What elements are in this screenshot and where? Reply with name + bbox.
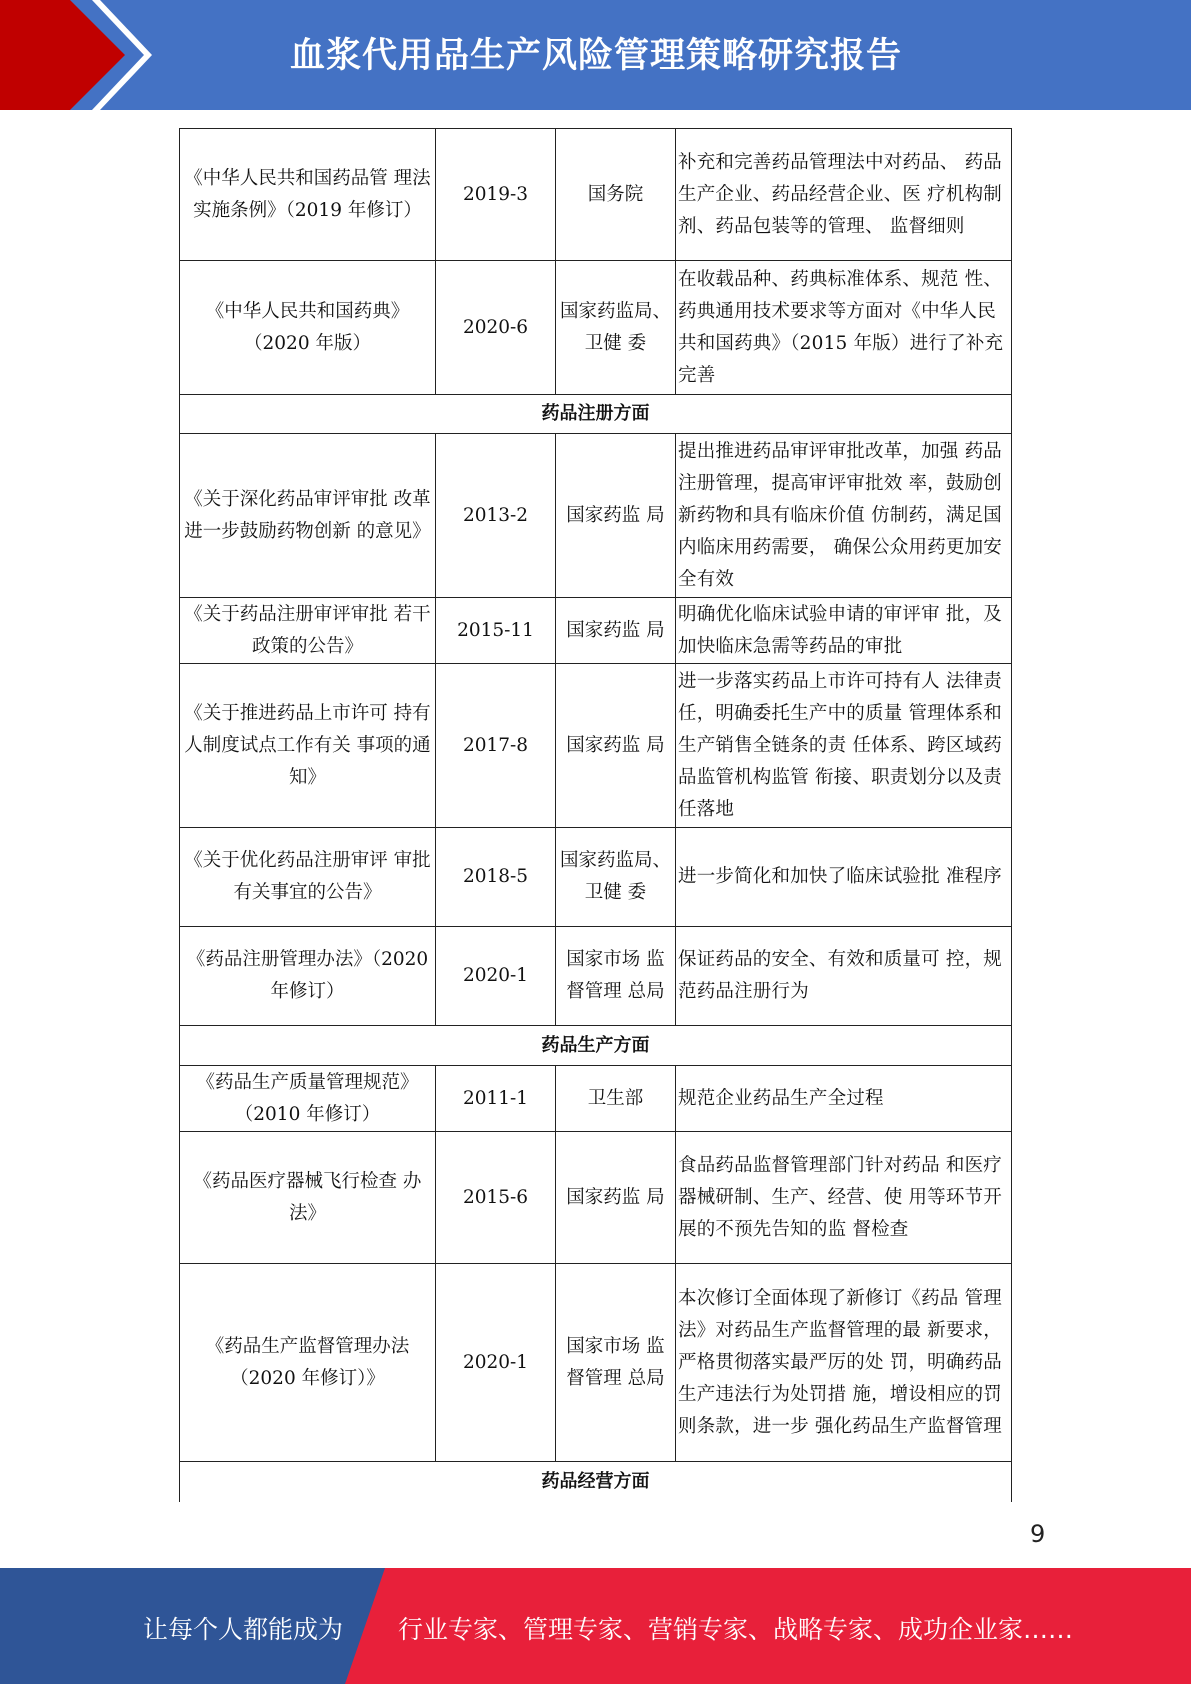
issue-date: 2011-1 (436, 1066, 556, 1132)
description: 食品药品监督管理部门针对药品 和医疗器械研制、生产、经营、使 用等环节开展的不预先告知的监 督检查 (676, 1132, 1012, 1264)
regulation-name: 《关于药品注册审评审批 若干政策的公告》 (180, 598, 436, 664)
issue-date: 2019-3 (436, 129, 556, 261)
page-number: 9 (1030, 1520, 1046, 1548)
regulation-name: 《关于深化药品审评审批 改革进一步鼓励药物创新 的意见》 (180, 434, 436, 598)
regulation-name: 《药品注册管理办法》（2020 年修订） (180, 927, 436, 1026)
section-row (180, 395, 1012, 434)
regulation-name: 《中华人民共和国药典》（2020 年版） (180, 261, 436, 395)
issuer: 国家市场 监督管理 总局 (556, 927, 676, 1026)
regulation-name: 《中华人民共和国药品管 理法实施条例》（2019 年修订） (180, 129, 436, 261)
regulation-name: 《药品医疗器械飞行检查 办法》 (180, 1132, 436, 1264)
issuer: 国家药监 局 (556, 664, 676, 828)
issuer: 国家药监局、卫健 委 (556, 828, 676, 927)
issue-date: 2013-2 (436, 434, 556, 598)
description: 补充和完善药品管理法中对药品、 药品生产企业、药品经营企业、医 疗机构制剂、药品包装等的管理、 监督细则 (676, 129, 1012, 261)
table-row (180, 927, 1012, 1026)
section-heading: 药品注册方面 (180, 395, 1012, 434)
regulation-name: 《药品生产监督管理办法（2020 年修订）》 (180, 1264, 436, 1462)
chevron-arrow-icon (0, 0, 160, 110)
page-title: 血浆代用品生产风险管理策略研究报告 (290, 36, 903, 76)
section-row (180, 1462, 1012, 1502)
regulation-name: 《关于推进药品上市许可 持有人制度试点工作有关 事项的通知》 (180, 664, 436, 828)
issue-date: 2020-1 (436, 1264, 556, 1462)
issuer: 国务院 (556, 129, 676, 261)
issuer: 国家药监 局 (556, 598, 676, 664)
issuer: 国家药监局、卫健 委 (556, 261, 676, 395)
footer-slogan-right: 行业专家、管理专家、营销专家、战略专家、成功企业家…… (398, 1615, 1074, 1644)
table-row (180, 261, 1012, 395)
header-banner (0, 0, 1191, 110)
section-heading: 药品经营方面 (180, 1462, 1012, 1502)
issuer: 国家药监 局 (556, 1132, 676, 1264)
section-heading: 药品生产方面 (180, 1026, 1012, 1066)
table-row (180, 828, 1012, 927)
description: 进一步落实药品上市许可持有人 法律责任，明确委托生产中的质量 管理体系和生产销售全链条的责 任体系、跨区域药品监管机构监管 衔接、职责划分以及责任落地 (676, 664, 1012, 828)
section-row (180, 1026, 1012, 1066)
table-row (180, 434, 1012, 598)
description: 提出推进药品审评审批改革，加强 药品注册管理，提高审评审批效 率，鼓励创新药物和具有临床价值 仿制药，满足国内临床用药需要， 确保公众用药更加安全有效 (676, 434, 1012, 598)
description: 进一步简化和加快了临床试验批 准程序 (676, 828, 1012, 927)
description: 保证药品的安全、有效和质量可 控，规范药品注册行为 (676, 927, 1012, 1026)
issue-date: 2017-8 (436, 664, 556, 828)
issuer: 国家药监 局 (556, 434, 676, 598)
issue-date: 2015-6 (436, 1132, 556, 1264)
description: 明确优化临床试验申请的审评审 批，及加快临床急需等药品的审批 (676, 598, 1012, 664)
table-row (180, 664, 1012, 828)
footer-banner (0, 1568, 1191, 1684)
regulation-name: 《药品生产质量管理规范》（2010 年修订） (180, 1066, 436, 1132)
issue-date: 2015-11 (436, 598, 556, 664)
issue-date: 2020-1 (436, 927, 556, 1026)
issue-date: 2018-5 (436, 828, 556, 927)
issuer: 卫生部 (556, 1066, 676, 1132)
issuer: 国家市场 监督管理 总局 (556, 1264, 676, 1462)
description: 本次修订全面体现了新修订《药品 管理法》对药品生产监督管理的最 新要求，严格贯彻落实最严厉的处 罚，明确药品生产违法行为处罚措 施，增设相应的罚则条款，进一步 强化药品生产监督管理 (676, 1264, 1012, 1462)
table-row (180, 129, 1012, 261)
table-row (180, 1066, 1012, 1132)
table-row (180, 1132, 1012, 1264)
regulation-name: 《关于优化药品注册审评 审批有关事宜的公告》 (180, 828, 436, 927)
footer-slogan-left: 让每个人都能成为 (143, 1615, 344, 1644)
issue-date: 2020-6 (436, 261, 556, 395)
table-row (180, 1264, 1012, 1462)
description: 在收载品种、药典标准体系、规范 性、药典通用技术要求等方面对《中华人民共和国药典》（2015 年版）进行了补充完善 (676, 261, 1012, 395)
table-row (180, 598, 1012, 664)
description: 规范企业药品生产全过程 (676, 1066, 1012, 1132)
regulations-table (179, 128, 1012, 1502)
